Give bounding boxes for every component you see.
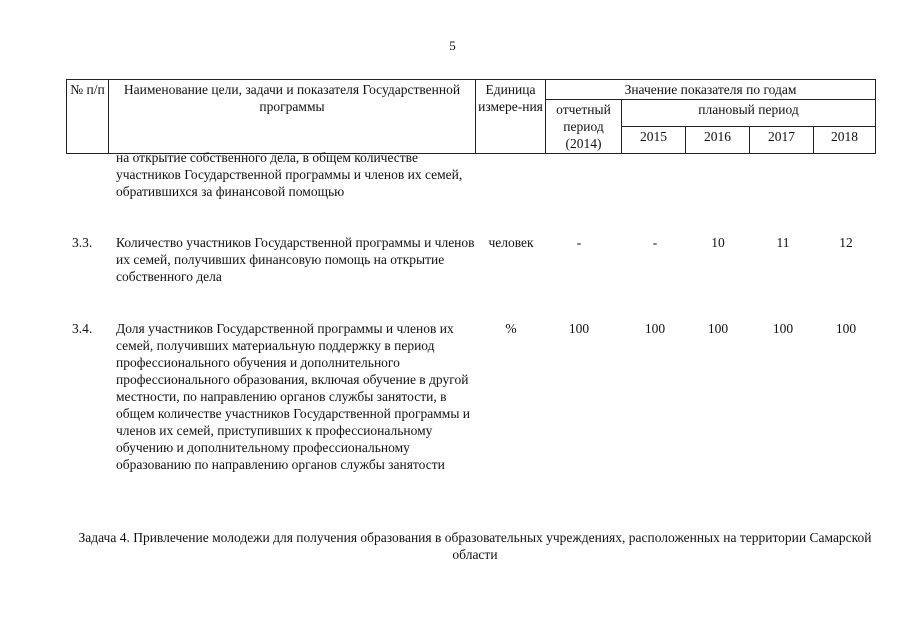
page-number: 5: [449, 38, 456, 53]
row-number: 3.4.: [72, 321, 93, 336]
row-value: -: [652, 235, 658, 250]
header-year: 2018: [814, 127, 876, 154]
header-name: Наименование цели, задачи и показателя Государственной программы: [109, 80, 476, 154]
row-value: 10: [711, 235, 725, 250]
row-value: 100: [568, 321, 590, 336]
task-heading: Задача 4. Привлечение молодежи для получения образования в образовательных учреждениях, расположенных на территории Самарской области: [78, 530, 872, 562]
row-unit: %: [505, 321, 517, 336]
header-year: 2015: [622, 127, 686, 154]
header-plan-period: плановый период: [622, 100, 876, 127]
row-value: 12: [839, 235, 853, 250]
row-value: 100: [772, 321, 794, 336]
header-unit: Единица измере-ния: [476, 80, 546, 154]
row-text: Количество участников Государственной программы и членов их семей, получивших финансовую помощь на открытие собственного дела: [116, 235, 475, 284]
header-number: № п/п: [67, 80, 109, 154]
row-value: 100: [707, 321, 729, 336]
row-text: на открытие собственного дела, в общем количестве участников Государственной программы и членов их семей, обратившихся за финансовой помощью: [116, 150, 463, 199]
row-value: 100: [644, 321, 666, 336]
row-value: 100: [835, 321, 857, 336]
header-year: 2017: [750, 127, 814, 154]
row-value: 11: [776, 235, 790, 250]
table-header: [66, 79, 876, 154]
header-report-period: отчетный период (2014): [546, 100, 622, 154]
header-values: Значение показателя по годам: [546, 80, 876, 100]
row-number: 3.3.: [72, 235, 93, 250]
header-year: 2016: [686, 127, 750, 154]
row-text: Доля участников Государственной программы и членов их семей, получивших материальную поддержку в период профессионального обучения и дополнительного профессионального образования, включая обучение в другой местности, по направлению органов службы занятости, в общем количестве участников Государственной программы и членов их семей, приступивших к профессиональному обучению и дополнительному профессиональному образованию по направлению органов службы занятости: [116, 321, 471, 472]
row-unit: человек: [488, 235, 534, 250]
row-value: -: [576, 235, 582, 250]
